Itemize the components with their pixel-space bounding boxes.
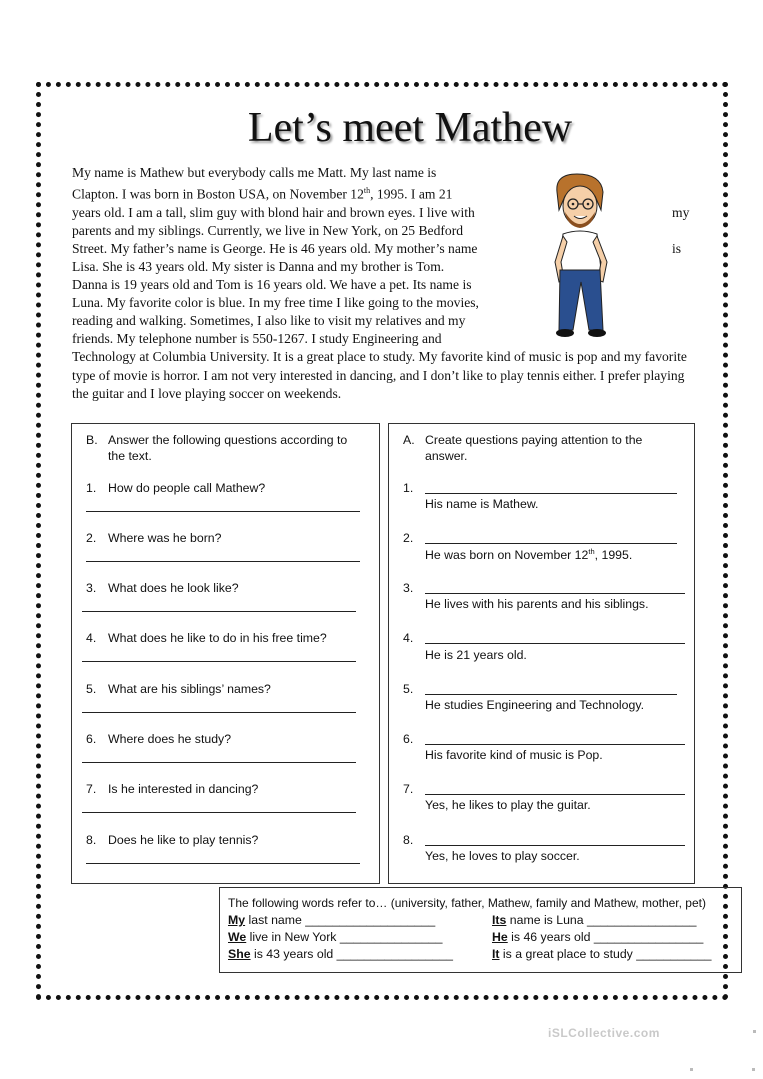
question-blank[interactable] <box>425 694 677 695</box>
answer-blank[interactable] <box>86 561 360 562</box>
reference-item[interactable]: Its name is Luna ________________ <box>492 913 697 927</box>
answer-blank[interactable] <box>82 712 356 713</box>
passage-line: Street. My father’s name is George. He is 46 years old. My mother’s name is <box>72 240 697 258</box>
question-blank[interactable] <box>425 493 677 494</box>
passage-line: friends. My telephone number is 550-1267. I study Engineering and <box>72 331 442 347</box>
answer-blank[interactable] <box>82 611 356 612</box>
decorative-dot <box>753 1030 756 1033</box>
reference-item[interactable]: It is a great place to study ___________ <box>492 947 712 961</box>
reference-instruction: The following words refer to… (university, father, Mathew, family and Mathew, mother, pet) <box>228 896 706 910</box>
reference-item[interactable]: My last name ___________________ <box>228 913 436 927</box>
passage-line: Clapton. I was born in Boston USA, on November 12th, 1995. I am 21 <box>72 186 453 202</box>
passage-line: Danna is 19 years old and Tom is 16 years old. We have a pet. Its name is <box>72 277 472 293</box>
question-blank[interactable] <box>425 845 685 846</box>
passage-wrap-word: is <box>672 240 682 256</box>
given-answer: His favorite kind of music is Pop. <box>425 748 603 762</box>
answer-blank[interactable] <box>82 812 356 813</box>
question-blank[interactable] <box>425 543 677 544</box>
reference-words-box <box>219 887 742 973</box>
given-answer: He is 21 years old. <box>425 648 527 662</box>
reference-item[interactable]: He is 46 years old ________________ <box>492 930 704 944</box>
given-answer: Yes, he likes to play the guitar. <box>425 798 591 812</box>
question-blank[interactable] <box>425 643 685 644</box>
decorative-dot <box>690 1068 693 1071</box>
given-answer: He studies Engineering and Technology. <box>425 698 644 712</box>
mathew-cartoon-illustration <box>545 170 615 340</box>
question-blank[interactable] <box>425 794 685 795</box>
passage-paragraph-end: Technology at Columbia University. It is a great place to study. My favorite kind of music is pop and my favorite type of movie is horror. I am not very interested in dancing, and I don’t like to play tennis either. I prefer playing the guitar and I love playing soccer on weekends. <box>72 349 687 401</box>
passage-line: My name is Mathew but everybody calls me Matt. My last name is <box>72 165 437 180</box>
passage-line: Luna. My favorite color is blue. In my free time I like going to the movies, <box>72 295 479 311</box>
passage-line: years old. I am a tall, slim guy with blond hair and brown eyes. I live with my <box>72 204 697 222</box>
passage-wrap-word: my <box>672 204 690 220</box>
answer-blank[interactable] <box>86 863 360 864</box>
passage-line: reading and walking. Sometimes, I also like to visit my relatives and my <box>72 313 466 329</box>
given-answer: Yes, he loves to play soccer. <box>425 849 580 863</box>
decorative-dot <box>752 1068 755 1071</box>
passage-line: Lisa. She is 43 years old. My sister is Danna and my brother is Tom. <box>72 259 445 274</box>
section-b-box: B. Answer the following questions according to the text. 1. How do people call Mathew? 2. Where was he born? 3. What does he look like? 4. What does he like to do in his free time? 5. What are his siblings’ names? 6. Where does he study? 7. Is he interested in dancing? 8. Does he like to play tennis? <box>71 423 380 884</box>
reference-item[interactable]: She is 43 years old _________________ <box>228 947 453 961</box>
given-answer: He was born on November 12th, 1995. <box>425 547 633 563</box>
section-a-instruction: A. Create questions paying attention to the answer. <box>403 433 643 463</box>
question-blank[interactable] <box>425 744 685 745</box>
page-title: Let’s meet Mathew <box>247 105 573 151</box>
answer-blank[interactable] <box>86 511 360 512</box>
site-watermark: iSLCollective.com <box>548 1026 660 1040</box>
section-b-instruction: B. Answer the following questions according to the text. <box>86 433 348 463</box>
answer-blank[interactable] <box>82 762 356 763</box>
given-answer: His name is Mathew. <box>425 497 539 511</box>
question-blank[interactable] <box>425 593 685 594</box>
section-a-box: A. Create questions paying attention to the answer. 1. His name is Mathew. 2. He was born on November 12th, 1995. 3. He lives with his parents and his siblings. 4. He is 21 years old. 5. He studies Engineering and Technology. 6. His favorite kind of music is Pop. 7. Yes, he likes to play the guitar. 8. Yes, he loves to play soccer. <box>388 423 695 884</box>
given-answer: He lives with his parents and his siblings. <box>425 597 649 611</box>
reference-item[interactable]: We live in New York _______________ <box>228 930 443 944</box>
answer-blank[interactable] <box>82 661 356 662</box>
passage-line: parents and my siblings. Currently, we live in New York, on 25 Bedford <box>72 222 464 238</box>
